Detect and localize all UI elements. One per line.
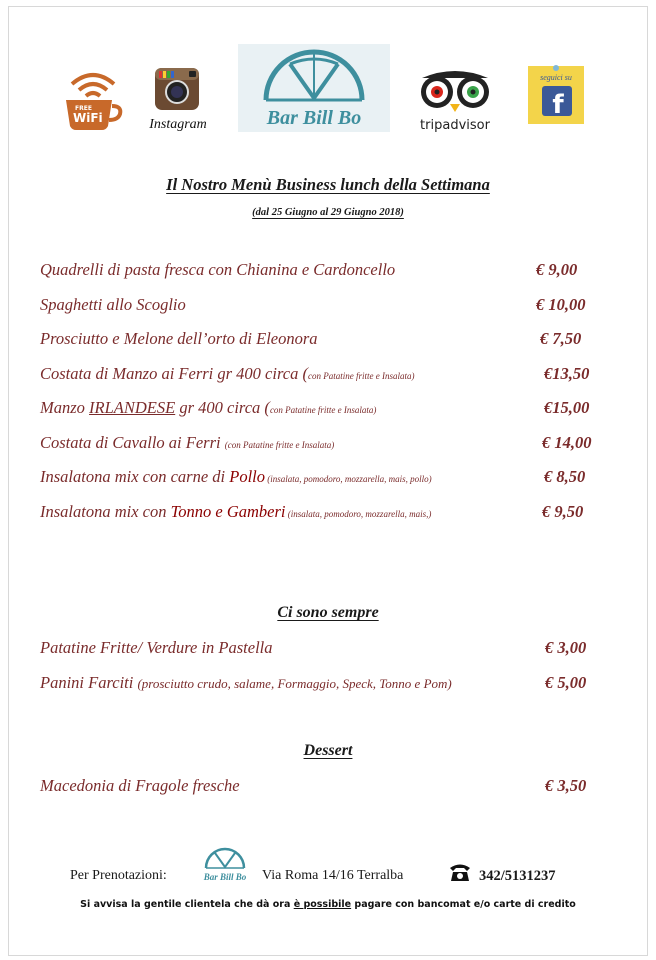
section-title-always: Ci sono sempre: [277, 604, 379, 621]
item-note: (con Patatine fritte e Insalata): [224, 440, 335, 450]
svg-text:Bar Bill Bo: Bar Bill Bo: [203, 872, 247, 882]
payment-notice: Si avvisa la gentile clientela che dà ora è possibile pagare con bancomat e/o carte di credito: [80, 899, 576, 910]
item-price: €13,50: [544, 364, 590, 383]
item-name: Costata di Cavallo ai Ferri (con Patatine fritte e Insalata): [40, 433, 335, 452]
item-note: (insalata, pomodoro, mozzarella, mais, pollo): [265, 474, 432, 484]
booking-label: Per Prenotazioni:: [70, 868, 167, 883]
menu-item: [40, 776, 610, 798]
item-name: Spaghetti allo Scoglio: [40, 295, 186, 314]
menu-title: Il Nostro Menù Business lunch della Settimana: [166, 175, 490, 194]
svg-text:tripadvisor: tripadvisor: [420, 118, 490, 133]
item-price: €15,00: [544, 398, 590, 417]
small-bar-logo: [196, 844, 254, 884]
phone-number: 342/5131237: [479, 868, 556, 884]
item-note: con Patatine fritte e Insalata): [307, 371, 415, 381]
facebook-icon: [526, 64, 586, 126]
menu-item: [40, 467, 610, 489]
svg-text:seguici su: seguici su: [540, 73, 572, 82]
item-name: Panini Farciti (prosciutto crudo, salame, Formaggio, Speck, Tonno e Pom): [40, 673, 452, 692]
footer: [0, 856, 656, 896]
item-price: € 14,00: [542, 433, 592, 452]
bar-bill-bo-logo: [238, 44, 390, 132]
item-price: € 3,50: [545, 776, 587, 795]
menu-item: [40, 260, 610, 282]
tripadvisor-logo: [412, 64, 498, 134]
instagram-logo: [143, 66, 213, 132]
instagram-icon: [143, 66, 213, 132]
item-price: € 5,00: [545, 673, 587, 692]
tripadvisor-owl-icon: [412, 64, 498, 134]
menu-dates: (dal 25 Giugno al 29 Giugno 2018): [252, 207, 404, 218]
menu-item: [40, 433, 610, 455]
svg-text:FREE: FREE: [75, 105, 92, 112]
item-name: Insalatona mix con Tonno e Gamberi (insalata, pomodoro, mozzarella, mais,): [40, 502, 432, 521]
item-note: (prosciutto crudo, salame, Formaggio, Speck, Tonno e Pom): [137, 676, 452, 691]
item-note: con Patatine fritte e Insalata): [269, 405, 377, 415]
svg-text:Instagram: Instagram: [149, 117, 207, 132]
item-name: Quadrelli di pasta fresca con Chianina e Cardoncello: [40, 260, 396, 279]
address: Via Roma 14/16 Terralba: [262, 868, 404, 883]
wifi-cup-icon: [62, 68, 124, 132]
item-price: € 3,00: [545, 638, 587, 657]
item-price: € 7,50: [540, 329, 582, 348]
svg-text:f: f: [552, 90, 564, 120]
facebook-logo: [526, 64, 586, 126]
item-name: Patatine Fritte/ Verdure in Pastella: [40, 638, 273, 657]
item-name: Macedonia di Fragole fresche: [40, 776, 240, 795]
menu-item: [40, 398, 610, 420]
menu-item: [40, 364, 610, 386]
item-name: Costata di Manzo ai Ferri gr 400 circa (con Patatine fritte e Insalata): [40, 364, 415, 383]
item-name: Manzo IRLANDESE gr 400 circa (con Patatine fritte e Insalata): [40, 398, 377, 417]
item-price: € 8,50: [544, 467, 586, 486]
item-name: Prosciutto e Melone dell’orto di Eleonora: [40, 329, 318, 348]
menu-item: [40, 502, 610, 524]
item-price: € 10,00: [536, 295, 586, 314]
menu-item: [40, 295, 610, 317]
logo-strip: [0, 40, 656, 140]
section-title-dessert: Dessert: [303, 742, 353, 759]
item-note: (insalata, pomodoro, mozzarella, mais,): [285, 509, 432, 519]
menu-item: [40, 673, 610, 695]
item-price: € 9,00: [536, 260, 578, 279]
item-name: Insalatona mix con carne di Pollo (insalata, pomodoro, mozzarella, mais, pollo): [40, 467, 432, 486]
svg-text:Bar Bill Bo: Bar Bill Bo: [266, 107, 362, 129]
telephone-icon: [448, 862, 472, 882]
menu-item: [40, 329, 610, 351]
menu-item: [40, 638, 610, 660]
svg-text:WiFi: WiFi: [73, 111, 103, 125]
item-price: € 9,50: [542, 502, 584, 521]
